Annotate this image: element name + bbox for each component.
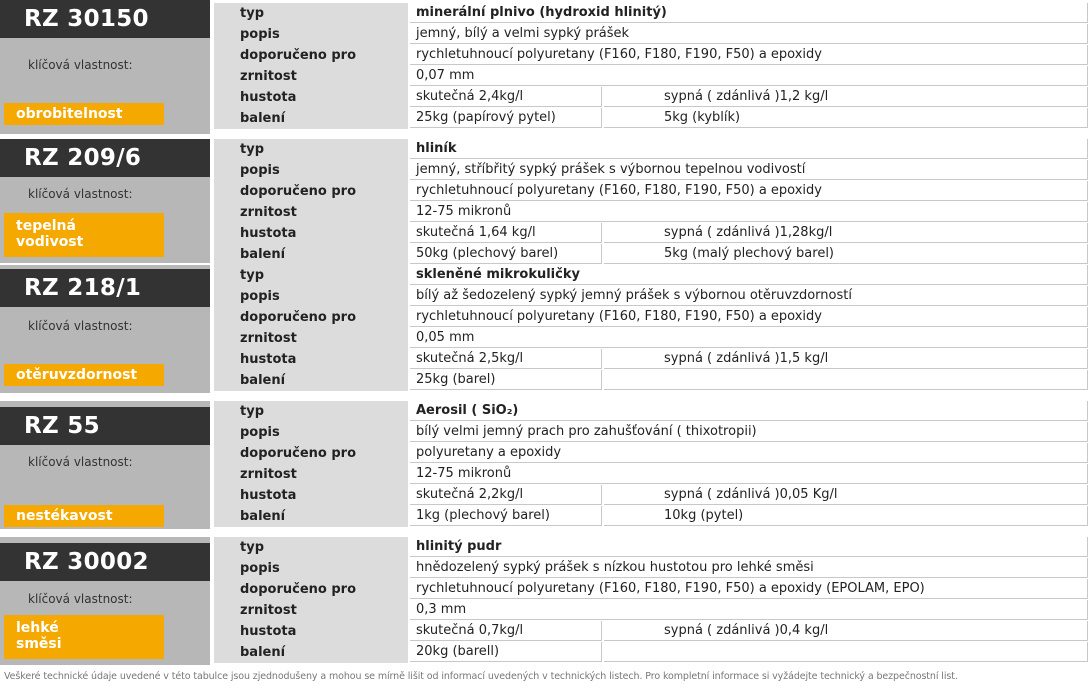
row-popis [214,24,1088,45]
value-typ: hlinitý pudr [410,537,1088,557]
row-hustota [214,485,1088,506]
badge-line-2: směsi [16,636,62,652]
value-zrnitost: 0,05 mm [410,328,1088,348]
product-block-rz30150 [0,0,1090,134]
value-hustota-skutecna: skutečná 2,2kg/l [410,485,602,505]
value-zrnitost: 12-75 mikronů [410,202,1088,222]
value-zrnitost: 0,07 mm [410,66,1088,86]
badge-line-2: vodivost [16,234,84,250]
value-baleni-1: 50kg (plechový barel) [410,244,602,264]
row-baleni [214,506,1088,527]
product-code: RZ 209/6 [0,139,210,177]
footer-disclaimer: Veškeré technické údaje uvedené v této tabulce jsou zjednodušeny a mohou se mírně lišit od informací uvedených v technických listech. Pro kompletní informace si vyžádejte technický a bezpečnostní list. [4,671,958,682]
label-typ: typ [214,537,408,558]
value-hustota-sypna: sypná ( zdánlivá )1,2 kg/l [604,87,1088,107]
row-popis [214,558,1088,579]
row-hustota [214,223,1088,244]
label-zrnitost: zrnitost [214,600,408,621]
value-doporuceno: rychletuhnoucí polyuretany (F160, F180, F190, F50) a epoxidy [410,181,1088,201]
product-block-rz30002 [0,537,1090,665]
label-hustota: hustota [214,87,408,108]
label-popis: popis [214,422,408,443]
row-zrnitost [214,202,1088,223]
key-property-label: klíčová vlastnost: [28,319,133,333]
row-baleni [214,642,1088,663]
product-code: RZ 218/1 [0,269,210,307]
value-baleni-1: 1kg (plechový barel) [410,506,602,526]
value-hustota-sypna: sypná ( zdánlivá )0,4 kg/l [604,621,1088,641]
value-doporuceno: rychletuhnoucí polyuretany (F160, F180, F190, F50) a epoxidy (EPOLAM, EPO) [410,579,1088,599]
label-baleni: balení [214,244,408,265]
key-property-label: klíčová vlastnost: [28,592,133,606]
row-typ [214,265,1088,286]
product-code: RZ 30002 [0,543,210,581]
product-block-rz2181 [0,265,1090,393]
badge-line-1: tepelná [16,218,76,234]
key-property-badge: otěruvzdornost [4,364,164,386]
key-property-label: klíčová vlastnost: [28,455,133,469]
value-baleni-2 [604,370,1088,390]
value-typ: skleněné mikrokuličky [410,265,1088,285]
row-doporuceno [214,579,1088,600]
label-popis: popis [214,160,408,181]
value-doporuceno: polyuretany a epoxidy [410,443,1088,463]
key-property-label: klíčová vlastnost: [28,58,133,72]
value-hustota-skutecna: skutečná 0,7kg/l [410,621,602,641]
product-block-rz2096 [0,139,1090,263]
label-baleni: balení [214,108,408,129]
row-typ [214,537,1088,558]
value-baleni-2: 10kg (pytel) [604,506,1088,526]
value-baleni-2: 5kg (malý plechový barel) [604,244,1088,264]
value-zrnitost: 0,3 mm [410,600,1088,620]
label-zrnitost: zrnitost [214,66,408,87]
label-baleni: balení [214,506,408,527]
row-doporuceno [214,45,1088,66]
row-zrnitost [214,328,1088,349]
value-hustota-sypna: sypná ( zdánlivá )1,5 kg/l [604,349,1088,369]
key-property-badge: obrobitelnost [4,103,164,125]
product-rows [214,537,1088,665]
key-property-badge [4,615,164,659]
value-popis: hnědozelený sypký prášek s nízkou hustotou pro lehké směsi [410,558,1088,578]
label-hustota: hustota [214,621,408,642]
value-baleni-1: 25kg (barel) [410,370,602,390]
label-hustota: hustota [214,223,408,244]
value-popis: jemný, stříbřitý sypký prášek s výbornou tepelnou vodivostí [410,160,1088,180]
label-baleni: balení [214,642,408,663]
label-doporuceno: doporučeno pro [214,45,408,66]
badge-line-1: lehké [16,620,59,636]
row-baleni [214,108,1088,129]
row-zrnitost [214,66,1088,87]
row-typ [214,401,1088,422]
row-popis [214,422,1088,443]
value-doporuceno: rychletuhnoucí polyuretany (F160, F180, F190, F50) a epoxidy [410,307,1088,327]
key-property-label: klíčová vlastnost: [28,187,133,201]
value-typ: hliník [410,139,1088,159]
value-popis: jemný, bílý a velmi sypký prášek [410,24,1088,44]
label-zrnitost: zrnitost [214,464,408,485]
label-doporuceno: doporučeno pro [214,443,408,464]
label-doporuceno: doporučeno pro [214,307,408,328]
value-hustota-sypna: sypná ( zdánlivá )1,28kg/l [604,223,1088,243]
row-doporuceno [214,443,1088,464]
row-hustota [214,87,1088,108]
value-baleni-1: 25kg (papírový pytel) [410,108,602,128]
row-typ [214,3,1088,24]
row-doporuceno [214,307,1088,328]
label-typ: typ [214,401,408,422]
label-typ: typ [214,265,408,286]
key-property-badge [4,213,164,257]
label-popis: popis [214,24,408,45]
label-doporuceno: doporučeno pro [214,181,408,202]
product-code: RZ 55 [0,407,210,445]
label-typ: typ [214,139,408,160]
product-rows [214,265,1088,393]
product-code: RZ 30150 [0,0,210,38]
label-hustota: hustota [214,349,408,370]
row-hustota [214,621,1088,642]
label-zrnitost: zrnitost [214,328,408,349]
product-rows [214,0,1088,134]
row-zrnitost [214,600,1088,621]
row-typ [214,139,1088,160]
value-hustota-skutecna: skutečná 2,5kg/l [410,349,602,369]
row-hustota [214,349,1088,370]
value-hustota-sypna: sypná ( zdánlivá )0,05 Kg/l [604,485,1088,505]
label-hustota: hustota [214,485,408,506]
value-hustota-skutecna: skutečná 2,4kg/l [410,87,602,107]
value-baleni-2: 5kg (kyblík) [604,108,1088,128]
value-typ: Aerosil ( SiO₂) [410,401,1088,421]
value-doporuceno: rychletuhnoucí polyuretany (F160, F180, F190, F50) a epoxidy [410,45,1088,65]
row-baleni [214,370,1088,391]
value-typ: minerální plnivo (hydroxid hlinitý) [410,3,1088,23]
product-rows [214,139,1088,263]
row-zrnitost [214,464,1088,485]
value-popis: bílý velmi jemný prach pro zahušťování ( thixotropii) [410,422,1088,442]
label-baleni: balení [214,370,408,391]
label-zrnitost: zrnitost [214,202,408,223]
value-baleni-2 [604,642,1088,662]
row-doporuceno [214,181,1088,202]
value-hustota-skutecna: skutečná 1,64 kg/l [410,223,602,243]
value-zrnitost: 12-75 mikronů [410,464,1088,484]
row-baleni [214,244,1088,265]
label-popis: popis [214,286,408,307]
product-rows [214,401,1088,529]
product-block-rz55 [0,401,1090,529]
key-property-badge: nestékavost [4,505,164,527]
label-typ: typ [214,3,408,24]
row-popis [214,160,1088,181]
label-doporuceno: doporučeno pro [214,579,408,600]
row-popis [214,286,1088,307]
value-baleni-1: 20kg (barell) [410,642,602,662]
label-popis: popis [214,558,408,579]
value-popis: bílý až šedozelený sypký jemný prášek s výbornou otěruvzdorností [410,286,1088,306]
